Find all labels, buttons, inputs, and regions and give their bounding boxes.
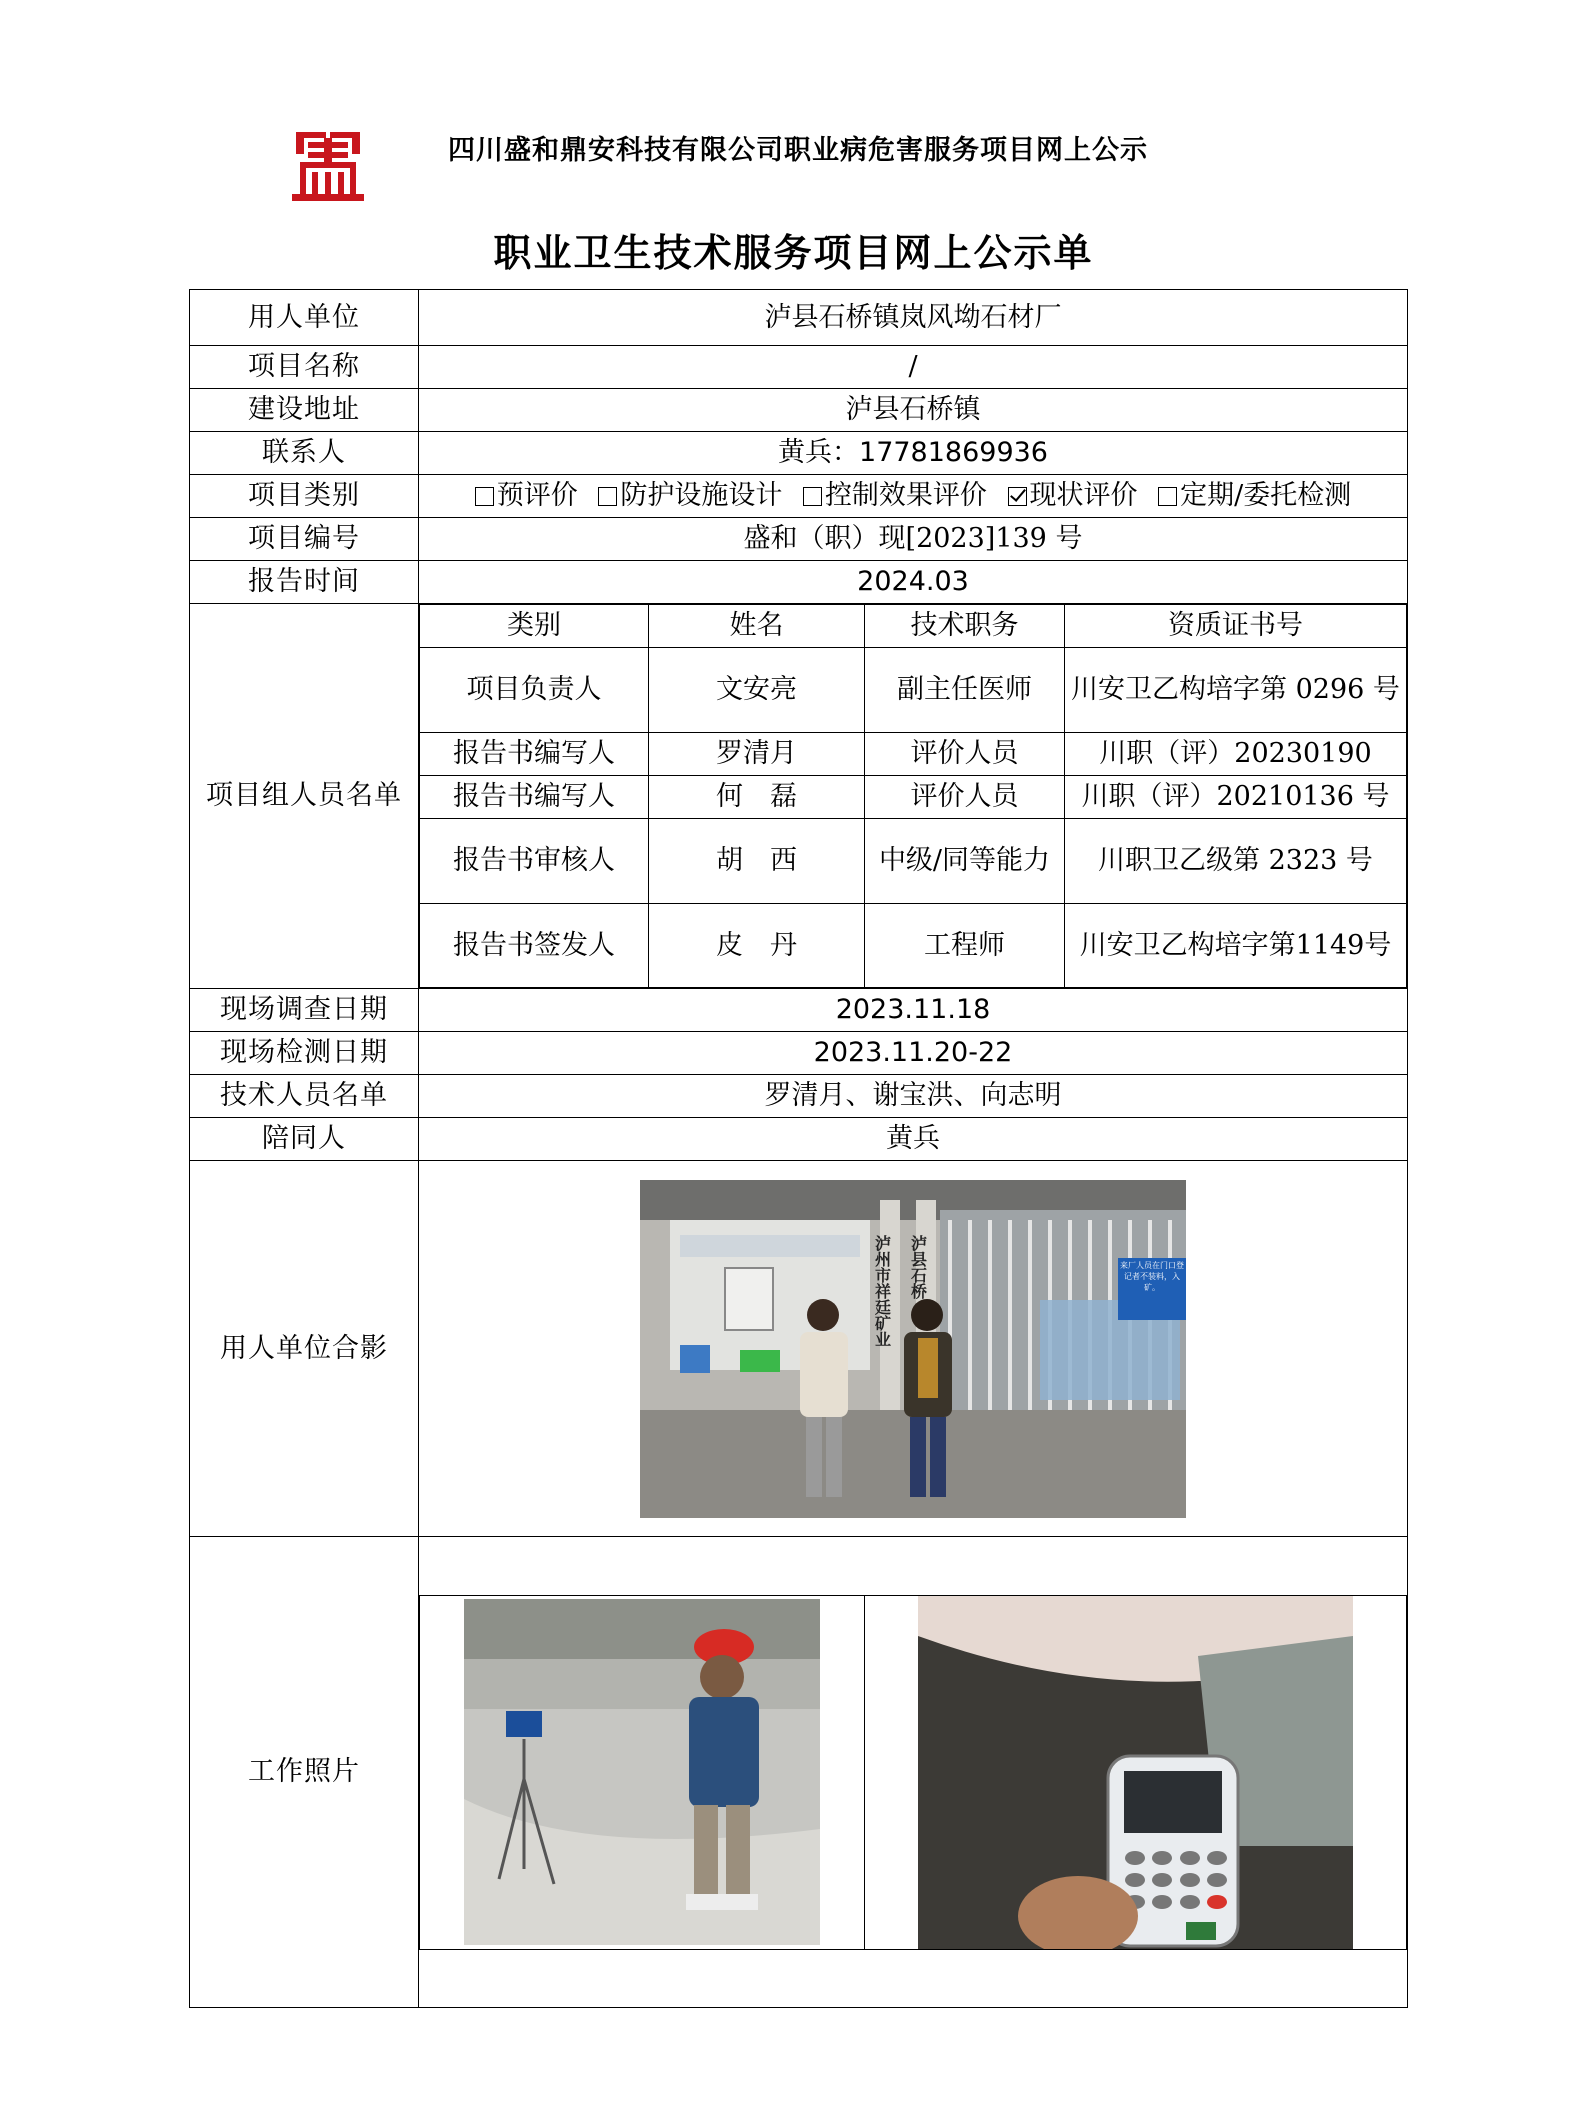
test-date-value: 2023.11.20-22 — [419, 1032, 1408, 1075]
category-option-status-assessment: 现状评价 — [1008, 480, 1138, 511]
group-photo — [640, 1180, 1186, 1518]
report-time-value: 2024.03 — [419, 561, 1408, 604]
contact-value: 黄兵：17781869936 — [419, 432, 1408, 475]
member-name: 皮 丹 — [649, 904, 865, 988]
technicians-value: 罗清月、谢宝洪、向志明 — [419, 1075, 1408, 1118]
row-work-photos — [190, 1537, 1408, 2008]
row-contact — [190, 432, 1408, 475]
member-cert: 川安卫乙构培字第 0296 号 — [1065, 648, 1407, 733]
sign-right-text: 泸县石桥 — [908, 1234, 928, 1299]
employer-label: 用人单位 — [190, 290, 419, 346]
address-value: 泸县石桥镇 — [419, 389, 1408, 432]
member-role: 项目负责人 — [420, 648, 649, 733]
row-test-date — [190, 1032, 1408, 1075]
project-name-label: 项目名称 — [190, 346, 419, 389]
survey-date-label: 现场调查日期 — [190, 989, 419, 1032]
row-escort — [190, 1118, 1408, 1161]
work-photo-right-cell — [865, 1595, 1407, 1949]
checkbox-pre-assessment — [475, 487, 494, 506]
row-project-no — [190, 518, 1408, 561]
notice-board-text: 来厂人员在门口登记者不装料，入矿。 — [1120, 1260, 1184, 1292]
shenghe-seal-logo-icon — [290, 128, 366, 204]
member-title: 评价人员 — [865, 776, 1065, 819]
technicians-label: 技术人员名单 — [190, 1075, 419, 1118]
category-option-periodic-testing: 定期/委托检测 — [1158, 480, 1351, 511]
group-photo-cell — [419, 1161, 1408, 1537]
member-cert: 川职卫乙级第 2323 号 — [1065, 819, 1407, 904]
team-member-row — [420, 733, 1407, 776]
contact-label: 联系人 — [190, 432, 419, 475]
member-name: 罗清月 — [649, 733, 865, 776]
work-photo-left-cell — [420, 1595, 865, 1949]
member-cert: 川职（评）20230190 — [1065, 733, 1407, 776]
team-member-row — [420, 648, 1407, 733]
work-photos-table — [419, 1595, 1407, 1950]
page-header — [0, 0, 1587, 275]
category-option-protection-design: 防护设施设计 — [598, 480, 782, 511]
escort-value: 黄兵 — [419, 1118, 1408, 1161]
sign-left-text: 泸州市祥廷矿业 — [872, 1234, 892, 1347]
member-role: 报告书审核人 — [420, 819, 649, 904]
team-member-row — [420, 819, 1407, 904]
team-header-name: 姓名 — [649, 605, 865, 648]
category-option-control-effect: 控制效果评价 — [803, 480, 987, 511]
member-name: 胡 西 — [649, 819, 865, 904]
category-options — [419, 475, 1408, 518]
work-photos-label: 工作照片 — [190, 1537, 419, 2008]
team-header-title: 技术职务 — [865, 605, 1065, 648]
row-survey-date — [190, 989, 1408, 1032]
team-cell — [419, 604, 1408, 989]
project-no-value: 盛和（职）现[2023]139 号 — [419, 518, 1408, 561]
member-title: 工程师 — [865, 904, 1065, 988]
team-label: 项目组人员名单 — [190, 604, 419, 989]
member-cert: 川安卫乙构培字第1149号 — [1065, 904, 1407, 988]
publication-table — [189, 289, 1408, 2008]
row-team — [190, 604, 1408, 989]
group-photo-label: 用人单位合影 — [190, 1161, 419, 1537]
member-title: 副主任医师 — [865, 648, 1065, 733]
employer-value: 泸县石桥镇岚风坳石材厂 — [419, 290, 1408, 346]
work-photos-row — [420, 1595, 1407, 1949]
row-group-photo — [190, 1161, 1408, 1537]
member-title: 评价人员 — [865, 733, 1065, 776]
member-name: 文安亮 — [649, 648, 865, 733]
row-technicians — [190, 1075, 1408, 1118]
address-label: 建设地址 — [190, 389, 419, 432]
checkbox-status-assessment-checked — [1008, 487, 1027, 506]
work-photo-noise-meter — [918, 1596, 1353, 1949]
checkbox-protection-design — [598, 487, 617, 506]
team-member-row — [420, 904, 1407, 988]
test-date-label: 现场检测日期 — [190, 1032, 419, 1075]
survey-date-value: 2023.11.18 — [419, 989, 1408, 1032]
member-title: 中级/同等能力 — [865, 819, 1065, 904]
member-role: 报告书编写人 — [420, 776, 649, 819]
checkbox-periodic-testing — [1158, 487, 1177, 506]
team-header-cert: 资质证书号 — [1065, 605, 1407, 648]
team-member-row — [420, 776, 1407, 819]
member-cert: 川职（评）20210136 号 — [1065, 776, 1407, 819]
member-name: 何 磊 — [649, 776, 865, 819]
row-project-name — [190, 346, 1408, 389]
document-title: 职业卫生技术服务项目网上公示单 — [493, 230, 1094, 275]
escort-label: 陪同人 — [190, 1118, 419, 1161]
team-table — [419, 604, 1407, 988]
row-address — [190, 389, 1408, 432]
checkbox-control-effect — [803, 487, 822, 506]
row-employer — [190, 290, 1408, 346]
team-header-row — [420, 605, 1407, 648]
category-option-pre-assessment: 预评价 — [475, 480, 578, 511]
work-photos-cell — [419, 1537, 1408, 2008]
member-role: 报告书编写人 — [420, 733, 649, 776]
report-time-label: 报告时间 — [190, 561, 419, 604]
member-role: 报告书签发人 — [420, 904, 649, 988]
project-no-label: 项目编号 — [190, 518, 419, 561]
row-category — [190, 475, 1408, 518]
company-announcement-line: 四川盛和鼎安科技有限公司职业病危害服务项目网上公示 — [448, 135, 1148, 166]
team-header-category: 类别 — [420, 605, 649, 648]
row-report-time — [190, 561, 1408, 604]
work-photo-sampling — [464, 1599, 820, 1945]
project-name-value: / — [419, 346, 1408, 389]
category-label: 项目类别 — [190, 475, 419, 518]
